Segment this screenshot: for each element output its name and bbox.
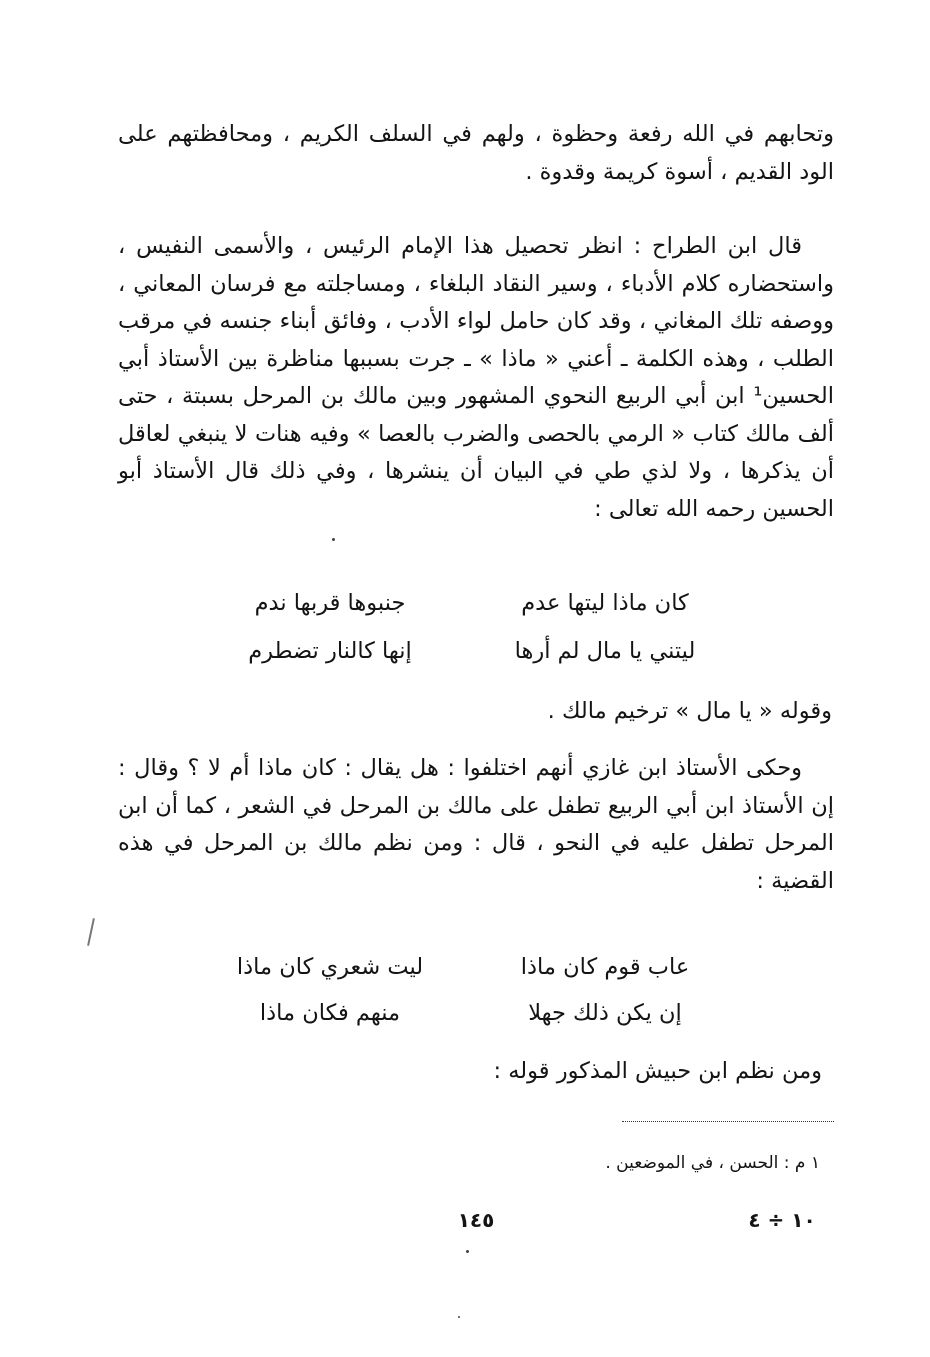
poem-1-verse-2-second-hemistich: إنها كالنار تضطرم bbox=[248, 638, 412, 664]
poem-2-verse-1-first-hemistich: عاب قوم كان ماذا bbox=[520, 954, 690, 980]
footnote-separator bbox=[622, 1121, 834, 1122]
margin-pencil-mark bbox=[87, 918, 95, 946]
poem-1-verse-1-second-hemistich: جنبوها قربها ندم bbox=[254, 590, 406, 616]
poem-1-note: وقوله « يا مال » ترخيم مالك . bbox=[547, 698, 832, 724]
paragraph-3-text: وحكى الأستاذ ابن غازي أنهم اختلفوا : هل يقال : كان ماذا أم لا ؟ وقال : إن الأستاذ ابن أبي الربيع تطفل على مالك بن المرحل في الشعر ، كما أن ابن المرحل تطفل عليه في النحو ، قال : ومن نظم مالك بن المرحل في هذه القضية : bbox=[118, 755, 834, 894]
poem-2-verse-2-first-hemistich: إن يكن ذلك جهلا bbox=[528, 1000, 682, 1026]
print-speck bbox=[466, 1250, 469, 1253]
paragraph-1 bbox=[118, 116, 834, 191]
paragraph-3 bbox=[118, 750, 834, 900]
paragraph-2 bbox=[118, 228, 834, 528]
poem-3-intro: ومن نظم ابن حبيش المذكور قوله : bbox=[493, 1058, 822, 1084]
footnote: ١ م : الحسن ، في الموضعين . bbox=[605, 1153, 820, 1173]
print-speck bbox=[458, 1316, 460, 1318]
paragraph-1-text: وتحابهم في الله رفعة وحظوة ، ولهم في السلف الكريم ، ومحافظتهم على الود القديم ، أسوة كريمة وقدوة . bbox=[118, 121, 834, 185]
page-number: ١٤٥ bbox=[457, 1208, 495, 1232]
poem-2-verse-1-second-hemistich: ليت شعري كان ماذا bbox=[236, 954, 424, 980]
poem-1-verse-2-first-hemistich: ليتني يا مال لم أرها bbox=[514, 638, 696, 664]
print-speck bbox=[332, 538, 335, 541]
printer-signature: ١٠ ÷ ٤ bbox=[748, 1208, 816, 1232]
poem-1-verse-1-first-hemistich: كان ماذا ليتها عدم bbox=[521, 590, 689, 616]
paragraph-2-text: قال ابن الطراح : انظر تحصيل هذا الإمام الرئيس ، والأسمى النفيس ، واستحضاره كلام الأدباء ، وسير النقاد البلغاء ، ومساجلته مع فرسان المعاني ، ووصفه تلك المغاني ، وقد كان حامل لواء الأدب ، وفائق أبناء جنسه في مرقب الطلب ، وهذه الكلمة ـ أعني « ماذا » ـ جرت بسببها مناظرة بين الأستاذ أبي الحسين¹ ابن أبي الربيع النحوي المشهور وبين مالك بن المرحل بسبتة ، حتى ألف مالك كتاب « الرمي بالحصى والضرب بالعصا » وفيه هنات لا ينبغي لعاقل أن يذكرها ، ولا لذي طي في البيان أن ينشرها ، وفي ذلك قال الأستاذ أبو الحسين رحمه الله تعالى : bbox=[118, 233, 834, 522]
poem-2-verse-2-second-hemistich: منهم فكان ماذا bbox=[259, 1000, 401, 1026]
